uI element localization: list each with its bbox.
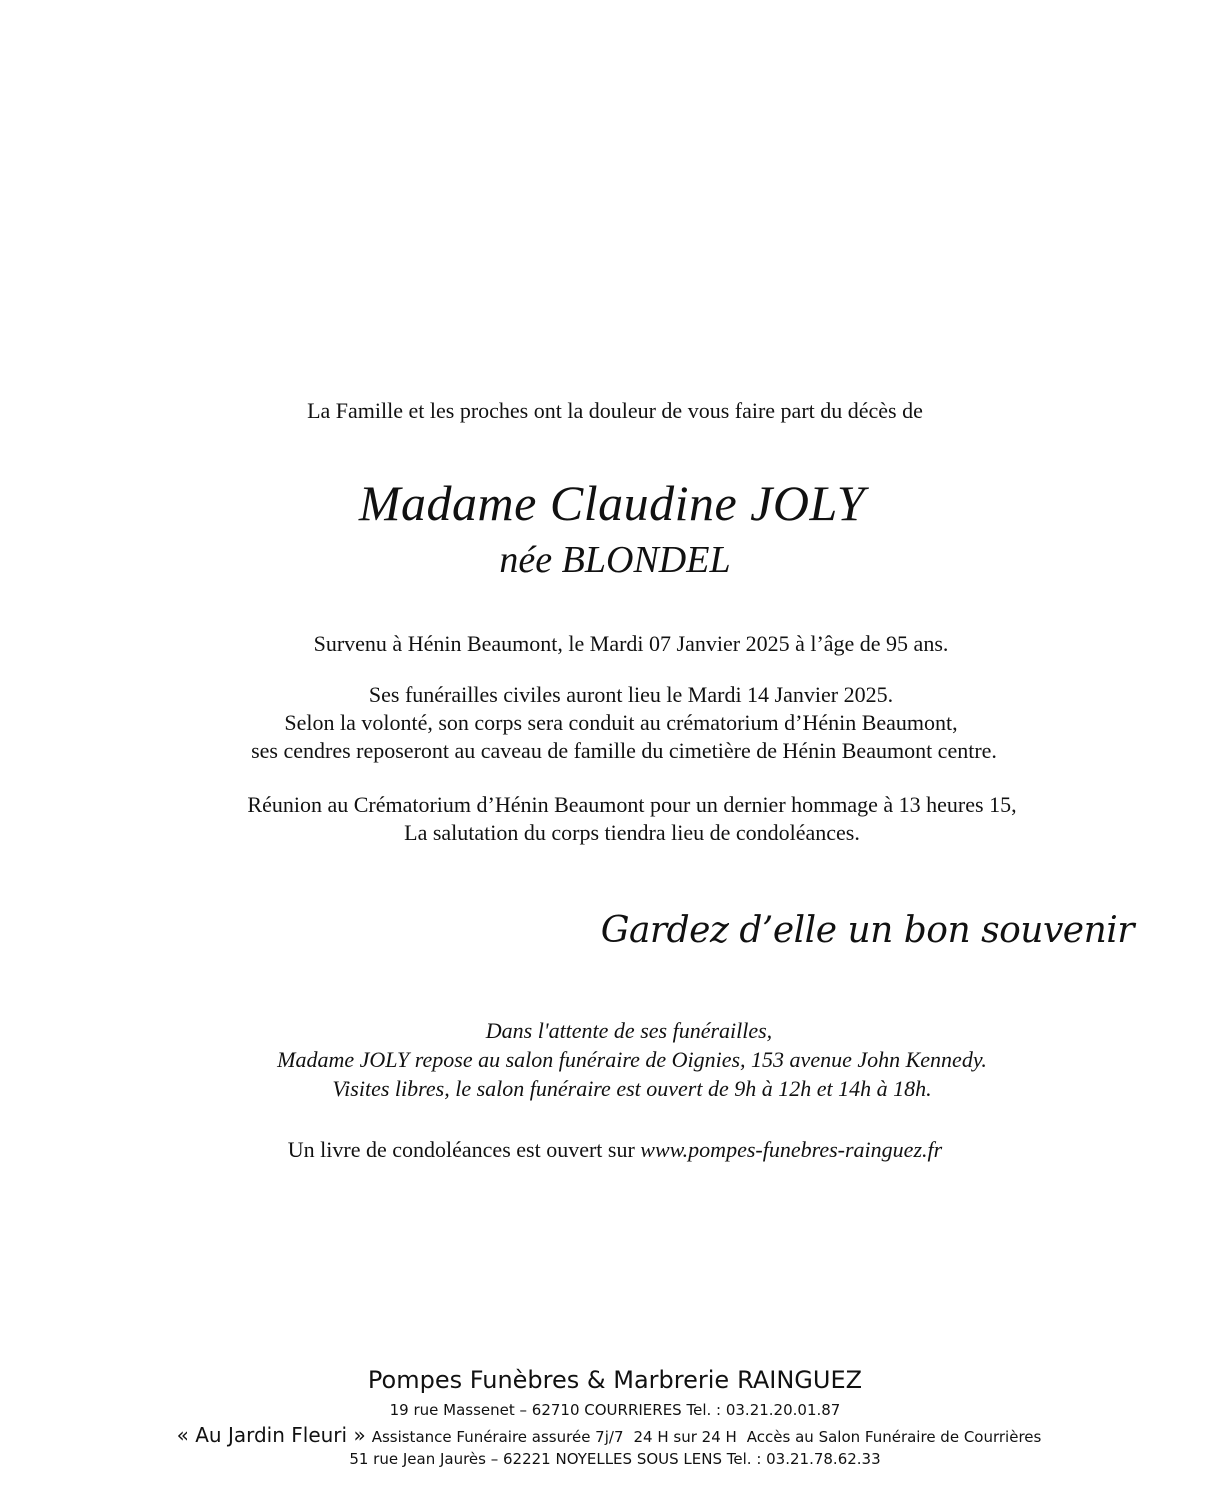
footer-address-1: 19 rue Massenet – 62710 COURRIERES Tel. : 03.21.20.01.87 [389, 1401, 841, 1419]
visitation-line-2: Madame JOLY repose au salon funéraire de Oignies, 153 avenue John Kennedy. [277, 1047, 987, 1072]
death-announcement: Survenu à Hénin Beaumont, le Mardi 07 Janvier 2025 à l’âge de 95 ans. [313, 631, 949, 656]
deceased-name: Madame Claudine JOLY [358, 475, 866, 531]
visitation-line-3: Visites libres, le salon funéraire est ouvert de 9h à 12h et 14h à 18h. [332, 1076, 932, 1101]
visitation-line-1: Dans l'attente de ses funérailles, [485, 1018, 773, 1043]
maiden-name: née BLONDEL [499, 539, 731, 581]
garden-name: « Au Jardin Fleuri » [176, 1423, 366, 1447]
salon-access-text: Accès au Salon Funéraire de Courrières [746, 1428, 1042, 1446]
hours-text: 24 H sur 24 H [633, 1428, 737, 1446]
company-brand: RAINGUEZ [737, 1366, 863, 1394]
footer-address-2: 51 rue Jean Jaurès – 62221 NOYELLES SOUS LENS Tel. : 03.21.78.62.33 [349, 1450, 881, 1468]
condolence-url: www.pompes-funebres-rainguez.fr [640, 1137, 943, 1162]
assistance-text: Assistance Funéraire assurée 7j/7 [371, 1428, 624, 1446]
meeting-line-1: Réunion au Crématorium d’Hénin Beaumont pour un dernier hommage à 13 heures 15, [247, 792, 1017, 817]
memorial-motto: Gardez d’elle un bon souvenir [600, 910, 1134, 951]
funeral-line-1: Ses funérailles civiles auront lieu le Mardi 14 Janvier 2025. [368, 682, 894, 707]
intro-text: La Famille et les proches ont la douleur de vous faire part du décès de [307, 398, 923, 423]
funeral-line-3: ses cendres reposeront au caveau de famille du cimetière de Hénin Beaumont centre. [251, 738, 997, 763]
footer-services-line [0, 1423, 1214, 1447]
condolence-book [0, 1137, 1214, 1163]
footer-company-line [0, 1366, 1214, 1394]
company-name: Pompes Funèbres & Marbrerie [367, 1366, 730, 1394]
funeral-line-2: Selon la volonté, son corps sera conduit au crématorium d’Hénin Beaumont, [284, 710, 958, 735]
condolence-text: Un livre de condoléances est ouvert sur [287, 1137, 641, 1162]
meeting-line-2: La salutation du corps tiendra lieu de condoléances. [404, 820, 860, 845]
